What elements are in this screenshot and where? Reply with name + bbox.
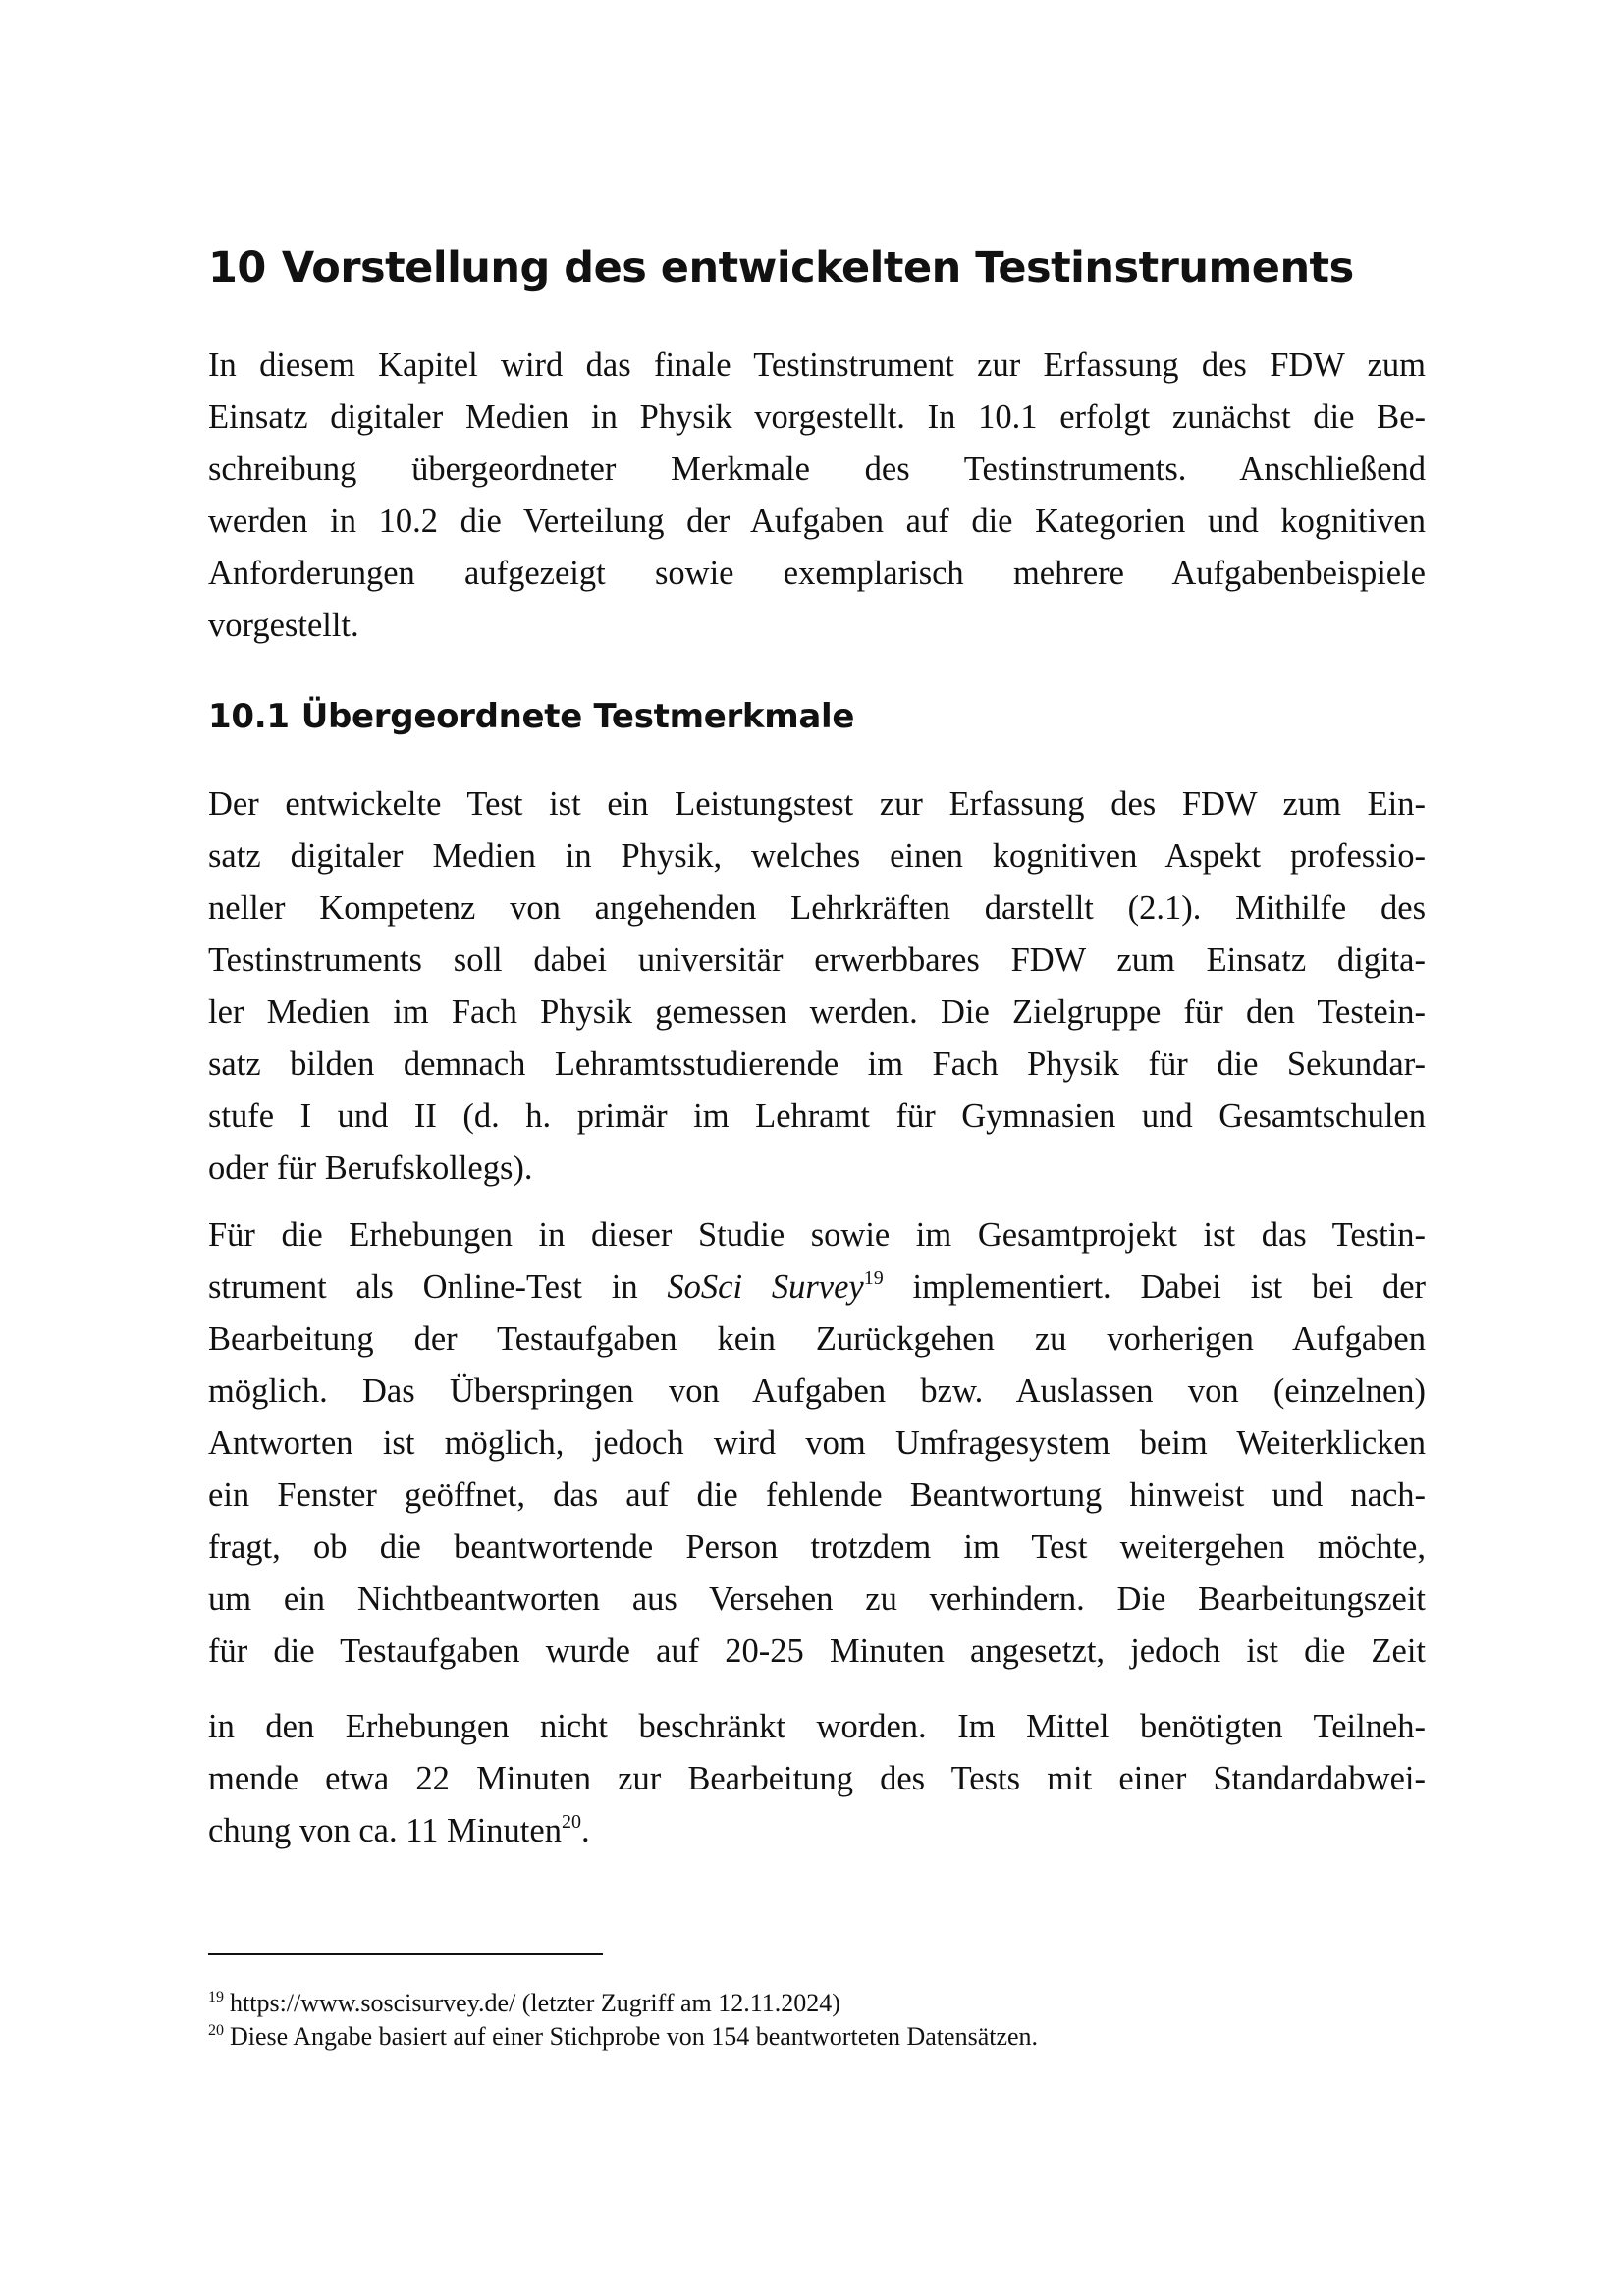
section-title: Übergeordnete Testmerkmale (300, 697, 855, 736)
software-name: SoSci Survey (667, 1268, 864, 1306)
text-line: um ein Nichtbeantworten aus Versehen zu verhindern. Die Bearbeitungszeit (208, 1580, 1426, 1618)
text-line (208, 1805, 1426, 1857)
text-line: fragt, ob die beantwortende Person trotzdem im Test weitergehen möchte, (208, 1528, 1426, 1566)
text-line: oder für Berufskollegs). (208, 1149, 533, 1187)
text-line: Antworten ist möglich, jedoch wird vom Umfragesystem beim Weiterklicken (208, 1424, 1426, 1462)
text-run: implementiert. Dabei ist bei der (883, 1268, 1426, 1306)
footnote-19 (208, 1987, 840, 2020)
text-line: für die Testaufgaben wurde auf 20-25 Minuten angesetzt, jedoch ist die Zeit (208, 1632, 1426, 1670)
text-line: ein Fenster geöffnet, das auf die fehlende Beantwortung hinweist und nach- (208, 1476, 1426, 1514)
text-run: strument als Online-Test in (208, 1268, 668, 1306)
footnote-ref-20[interactable]: 20 (561, 1811, 581, 1833)
text-line: Einsatz digitaler Medien in Physik vorgestellt. In 10.1 erfolgt zunächst die Be- (208, 399, 1426, 436)
footnote-separator (208, 1953, 603, 1955)
text-line: Für die Erhebungen in dieser Studie sowie im Gesamtprojekt ist das Testin- (208, 1216, 1426, 1254)
text-line: Testinstruments soll dabei universitär erwerbbares FDW zum Einsatz digita- (208, 941, 1426, 979)
text-line: satz digitaler Medien in Physik, welches einen kognitiven Aspekt professio- (208, 837, 1426, 875)
footnote-text[interactable]: https://www.soscisurvey.de/ (letzter Zugriff am 12.11.2024) (230, 1989, 840, 2017)
text-line: mende etwa 22 Minuten zur Bearbeitung des Tests mit einer Standardabwei- (208, 1760, 1426, 1797)
footnote-marker: 20 (208, 2022, 224, 2039)
chapter-title: Vorstellung des entwickelten Testinstruments (281, 243, 1354, 293)
text-line: vorgestellt. (208, 607, 359, 644)
text-line: satz bilden demnach Lehramtsstudierende im Fach Physik für die Sekundar- (208, 1045, 1426, 1083)
text-line: in den Erhebungen nicht beschränkt worden. Im Mittel benötigten Teilneh- (208, 1708, 1426, 1745)
text-line: Der entwickelte Test ist ein Leistungstest zur Erfassung des FDW zum Ein- (208, 785, 1426, 823)
footnote-text: Diese Angabe basiert auf einer Stichprobe von 154 beantworteten Datensätzen. (230, 2022, 1039, 2051)
text-run: . (580, 1812, 590, 1849)
text-line: werden in 10.2 die Verteilung der Aufgaben auf die Kategorien und kognitiven (208, 503, 1426, 540)
text-line: Bearbeitung der Testaufgaben kein Zurückgehen zu vorherigen Aufgaben (208, 1320, 1426, 1358)
text-line: neller Kompetenz von angehenden Lehrkräften darstellt (2.1). Mithilfe des (208, 889, 1426, 927)
chapter-number: 10 (208, 243, 266, 293)
text-line (208, 1261, 1426, 1313)
text-line: möglich. Das Überspringen von Aufgaben bzw. Auslassen von (einzelnen) (208, 1372, 1426, 1410)
footnote-marker: 19 (208, 1989, 224, 2005)
footnote-20 (208, 2020, 1038, 2054)
text-line: schreibung übergeordneter Merkmale des Testinstruments. Anschließend (208, 451, 1426, 488)
text-line: Anforderungen aufgezeigt sowie exemplarisch mehrere Aufgabenbeispiele (208, 555, 1426, 592)
section-number: 10.1 (208, 697, 290, 736)
text-line: In diesem Kapitel wird das finale Testinstrument zur Erfassung des FDW zum (208, 347, 1426, 384)
section-heading (208, 697, 854, 736)
text-run: chung von ca. 11 Minuten (208, 1812, 562, 1849)
text-line: ler Medien im Fach Physik gemessen werden. Die Zielgruppe für den Testein- (208, 993, 1426, 1031)
text-line: stufe I und II (d. h. primär im Lehramt für Gymnasien und Gesamtschulen (208, 1097, 1426, 1135)
chapter-heading (208, 243, 1354, 293)
footnote-ref-19[interactable]: 19 (863, 1267, 884, 1289)
